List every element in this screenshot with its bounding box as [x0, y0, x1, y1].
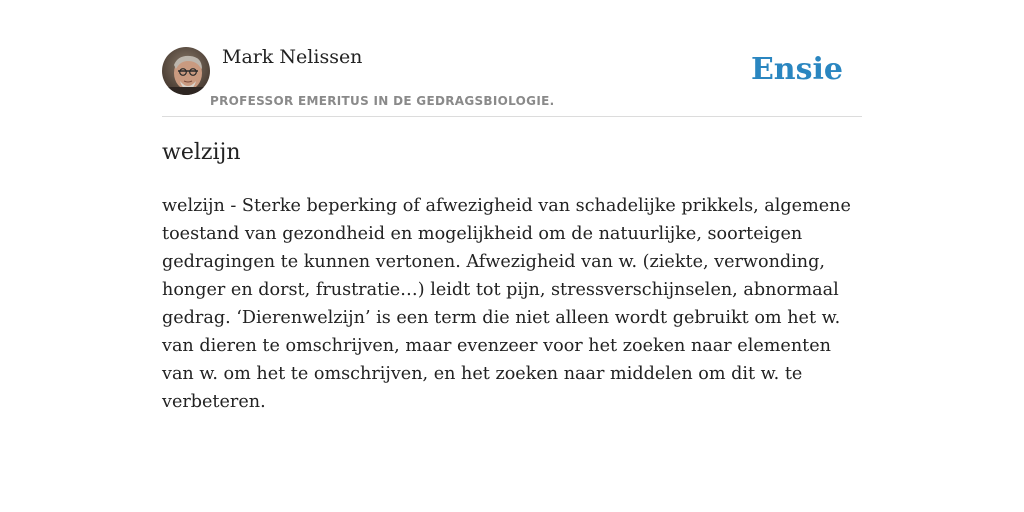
entry-title: welzijn	[162, 140, 241, 165]
author-role: PROFESSOR EMERITUS IN DE GEDRAGSBIOLOGIE.	[210, 94, 555, 108]
brand-logo[interactable]: Ensie	[750, 52, 843, 87]
author-avatar[interactable]	[162, 47, 210, 95]
author-name[interactable]: Mark Nelissen	[222, 46, 363, 68]
avatar-portrait-image	[162, 47, 210, 95]
author-header	[162, 0, 862, 117]
entry-card	[162, 0, 862, 412]
entry-body: welzijn - Sterke beperking of afwezigheid van schadelijke prikkels, algemene toestand van gezondheid en mogelijkheid om de natuurlijke, soorteigen gedragingen te kunnen vertonen. Afwezigheid van w. (ziekte, verwonding, honger en dorst, frustratie…) leidt tot pijn, stressverschijnselen, abnormaal gedrag. ‘Dierenwelzijn’ is een term die niet alleen wordt gebruikt om het w. van dieren te omschrijven, maar evenzeer voor het zoeken naar elementen van w. om het te omschrijven, en het zoeken naar middelen om dit w. te verbeteren.	[162, 196, 851, 412]
